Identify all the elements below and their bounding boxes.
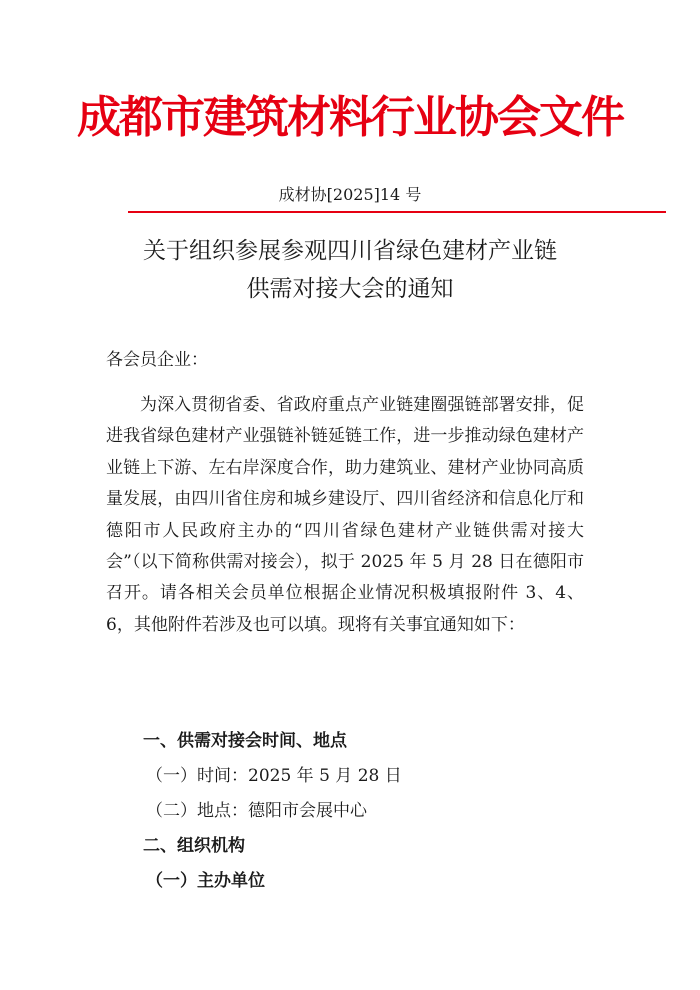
section-2-subheading-organizer: （一）主办单位 [146,871,265,891]
org-header-title: 成都市建筑材料行业协会文件 [77,92,623,143]
notice-title [0,232,700,308]
body-paragraph: 为深入贯彻省委、省政府重点产业链建圈强链部署安排，促进我省绿色建材产业强链补链延链工作，进一步推动绿色建材产业链上下游、左右岸深度合作，助力建筑业、建材产业协同高质量发展，由四川省住房和城乡建设厅、四川省经济和信息化厅和德阳市人民政府主办的“四川省绿色建材产业链供需对接大会”（以下简称供需对接会），拟于 2025 年 5 月 28 日在德阳市召开。请各相关会员单位根据企业情况积极填报附件 3、4、6，其他附件若涉及也可以填。现将有关事宜通知如下： [106,395,584,635]
notice-title-line-2: 供需对接大会的通知 [246,276,454,302]
section-1-heading: 一、供需对接会时间、地点 [143,731,347,751]
red-divider-line [128,211,666,213]
section-2-heading: 二、组织机构 [143,836,245,856]
document-number: 成材协[2025]14 号 [278,185,422,204]
section-1-place: （二）地点：德阳市会展中心 [146,801,367,821]
notice-title-line-1: 关于组织参展参观四川省绿色建材产业链 [143,238,557,264]
salutation: 各会员企业： [106,350,208,370]
section-1-time: （一）时间：2025 年 5 月 28 日 [146,766,402,786]
